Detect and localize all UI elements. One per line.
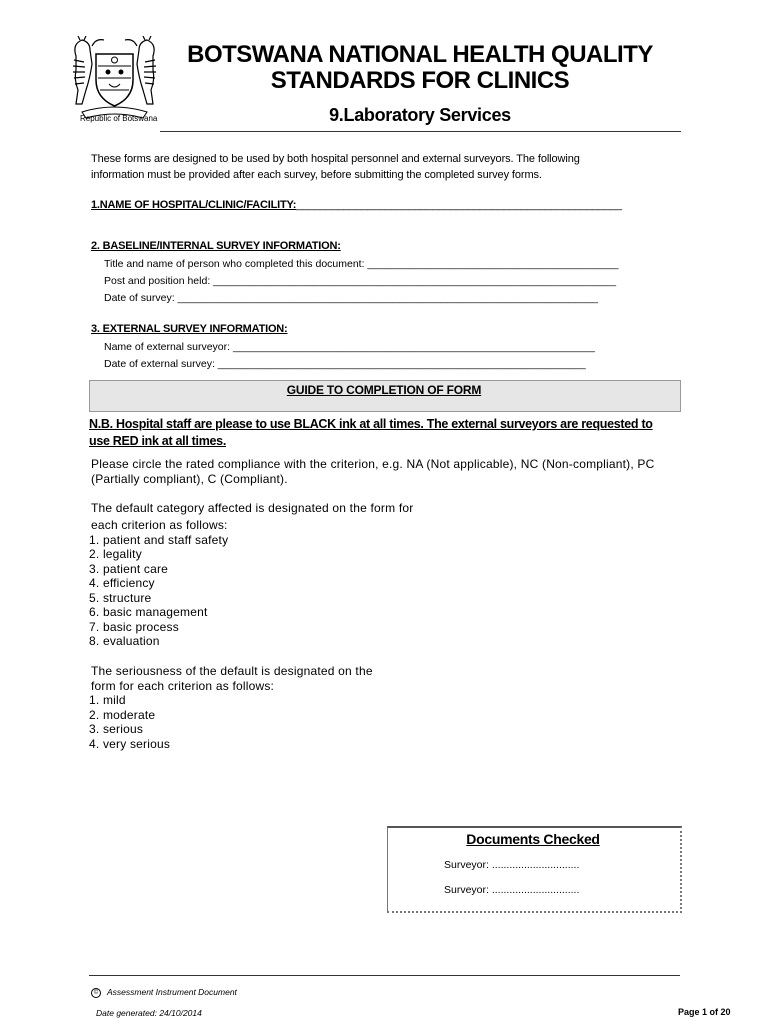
- documents-checked-title: Documents Checked: [466, 831, 600, 847]
- copyright-icon: ©: [91, 988, 101, 998]
- external-surveyor-name-field[interactable]: Name of external surveyor: ______________________________________________________________: [104, 341, 596, 353]
- surveyor-signature-field[interactable]: Surveyor: ..............................: [444, 859, 580, 871]
- nb-line1: N.B. Hospital staff are please to use BLACK ink at all times. The external surveyors are requested to: [89, 417, 653, 431]
- footer-assessment: [91, 987, 237, 998]
- circle-instruction-line1: Please circle the rated compliance with the criterion, e.g. NA (Not applicable), NC (Non-compliant), PC: [91, 457, 655, 471]
- category-intro-line1: The default category affected is designated on the form for: [91, 501, 414, 515]
- post-position-field[interactable]: Post and position held: _____________________________________________________________________: [104, 275, 617, 287]
- seriousness-intro-line1: The seriousness of the default is designated on the: [91, 664, 373, 678]
- document-title-line2: STANDARDS FOR CLINICS: [270, 67, 570, 94]
- category-item: 2. legality: [89, 547, 142, 561]
- footer-divider: [89, 975, 680, 976]
- completed-by-field[interactable]: Title and name of person who completed this document: ___________________________________________: [104, 258, 619, 270]
- category-item: 6. basic management: [89, 605, 208, 619]
- category-intro-line2: each criterion as follows:: [91, 518, 228, 532]
- surveyor-signature-field[interactable]: Surveyor: ..............................: [444, 884, 580, 896]
- facility-name-field[interactable]: [91, 199, 622, 211]
- guide-heading: GUIDE TO COMPLETION OF FORM: [286, 383, 482, 397]
- republic-label: Republic of Botswana: [80, 114, 158, 123]
- document-title-line1: BOTSWANA NATIONAL HEALTH QUALITY: [187, 41, 653, 68]
- intro-line1: These forms are designed to be used by both hospital personnel and external surveyors. The following: [91, 153, 580, 165]
- intro-line2: information must be provided after each survey, before submitting the completed survey forms.: [91, 169, 542, 181]
- circle-instruction-line2: (Partially compliant), C (Compliant).: [91, 472, 288, 486]
- facility-name-blank: _______________________________________________________: [296, 199, 622, 211]
- seriousness-item: 3. serious: [89, 722, 144, 736]
- category-item: 8. evaluation: [89, 634, 160, 648]
- seriousness-item: 2. moderate: [89, 708, 156, 722]
- seriousness-item: 1. mild: [89, 693, 126, 707]
- category-item: 5. structure: [89, 591, 152, 605]
- seriousness-item: 4. very serious: [89, 737, 171, 751]
- nb-line2: use RED ink at all times.: [89, 434, 226, 448]
- category-item: 3. patient care: [89, 562, 169, 576]
- footer-date-generated: Date generated: 24/10/2014: [96, 1008, 202, 1018]
- footer-assessment-label: Assessment Instrument Document: [107, 987, 237, 997]
- category-item: 1. patient and staff safety: [89, 533, 229, 547]
- external-survey-date-field[interactable]: Date of external survey: _______________________________________________________________: [104, 358, 586, 370]
- category-item: 4. efficiency: [89, 576, 155, 590]
- category-item: 7. basic process: [89, 620, 179, 634]
- external-survey-heading: 3. EXTERNAL SURVEY INFORMATION:: [91, 323, 288, 335]
- header-divider: [160, 131, 681, 132]
- page-number: Page 1 of 20: [678, 1007, 731, 1017]
- section-subtitle: 9.Laboratory Services: [329, 105, 511, 125]
- facility-name-label: 1.NAME OF HOSPITAL/CLINIC/FACILITY:: [91, 199, 297, 211]
- seriousness-intro-line2: form for each criterion as follows:: [91, 679, 275, 693]
- survey-date-field[interactable]: Date of survey: ________________________________________________________________________: [104, 292, 598, 304]
- baseline-survey-heading: 2. BASELINE/INTERNAL SURVEY INFORMATION:: [91, 240, 341, 252]
